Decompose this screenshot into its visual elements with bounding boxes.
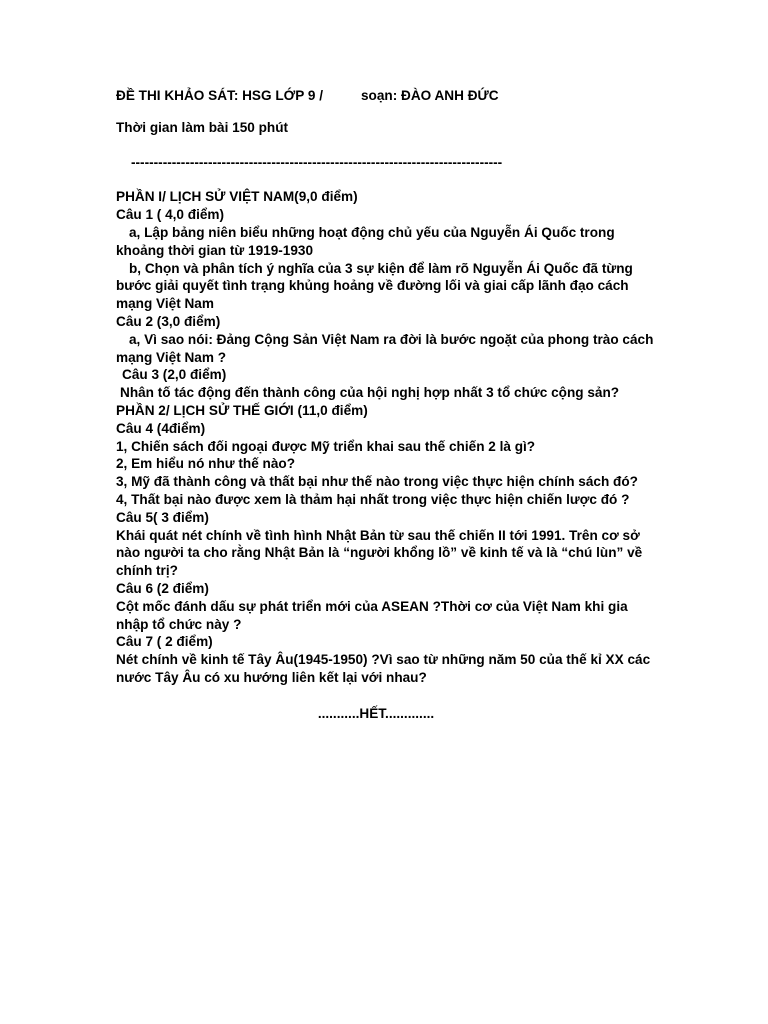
question-2a: a, Vì sao nói: Đảng Cộng Sản Việt Nam ra đời là bước ngoặt của phong trào cách mạng Việt Nam ? bbox=[116, 331, 654, 365]
question-3-title: Câu 3 (2,0 điểm) bbox=[122, 367, 227, 383]
question-7-text: Nét chính về kinh tế Tây Âu(1945-1950) ?Vì sao từ những năm 50 của thế kỉ XX các nước Tây Âu có xu hướng liên kết lại với nhau? bbox=[116, 652, 651, 685]
question-4-item-2: 2, Em hiểu nó như thế nào? bbox=[116, 456, 296, 472]
question-6-text: Cột mốc đánh dấu sự phát triển mới của ASEAN ?Thời cơ của Việt Nam khi gia nhập tổ chức này ? bbox=[116, 598, 628, 632]
question-4-item-3: 3, Mỹ đã thành công và thất bại như thế nào trong việc thực hiện chính sách đó? bbox=[116, 474, 638, 490]
question-2-title: Câu 2 (3,0 điểm) bbox=[116, 313, 221, 329]
question-5-text: Khái quát nét chính về tình hình Nhật Bản từ sau thế chiến II tới 1991. Trên cơ sở nào người ta cho rằng Nhật Bản là “người khổng lồ” về kinh tế và là “chú lùn” về chính trị? bbox=[116, 527, 643, 579]
part1-heading: PHẦN I/ LỊCH SỬ VIỆT NAM(9,0 điểm) bbox=[116, 189, 358, 205]
end-marker: ...........HẾT............. bbox=[317, 705, 435, 721]
question-1-title: Câu 1 ( 4,0 điểm) bbox=[116, 207, 225, 223]
question-6-title: Câu 6 (2 điểm) bbox=[116, 580, 209, 596]
exam-document bbox=[116, 87, 656, 723]
exam-time: Thời gian làm bài 150 phút bbox=[116, 119, 289, 135]
question-3-text: Nhân tố tác động đến thành công của hội nghị hợp nhất 3 tổ chức cộng sản? bbox=[120, 385, 620, 401]
question-5-title: Câu 5( 3 điểm) bbox=[116, 509, 209, 525]
exam-title-left: ĐỀ THI KHẢO SÁT: HSG LỚP 9 / bbox=[116, 88, 323, 103]
question-4-item-1: 1, Chiến sách đối ngoại được Mỹ triển khai sau thế chiến 2 là gì? bbox=[116, 438, 536, 454]
question-4-title: Câu 4 (4điểm) bbox=[116, 420, 206, 436]
question-4-item-4: 4, Thất bại nào được xem là thảm hại nhất trong việc thực hiện chiến lược đó ? bbox=[116, 491, 630, 507]
part2-heading: PHẦN 2/ LỊCH SỬ THẾ GIỚI (11,0 điểm) bbox=[116, 402, 368, 418]
question-1a: a, Lập bảng niên biểu những hoạt động chủ yếu của Nguyễn Ái Quốc trong khoảng thời gian từ 1919-1930 bbox=[116, 224, 615, 258]
question-1b: b, Chọn và phân tích ý nghĩa của 3 sự kiện để làm rõ Nguyễn Ái Quốc đã từng bước giải quyết tình trạng khủng hoảng về đường lối và giai cấp lãnh đạo cách mạng Việt Nam bbox=[116, 260, 633, 312]
exam-title bbox=[116, 87, 656, 105]
separator-line: ---------------------------------------------------------------------------------- bbox=[131, 154, 503, 170]
question-7-title: Câu 7 ( 2 điểm) bbox=[116, 634, 213, 650]
exam-author: soạn: ĐÀO ANH ĐỨC bbox=[360, 88, 499, 103]
